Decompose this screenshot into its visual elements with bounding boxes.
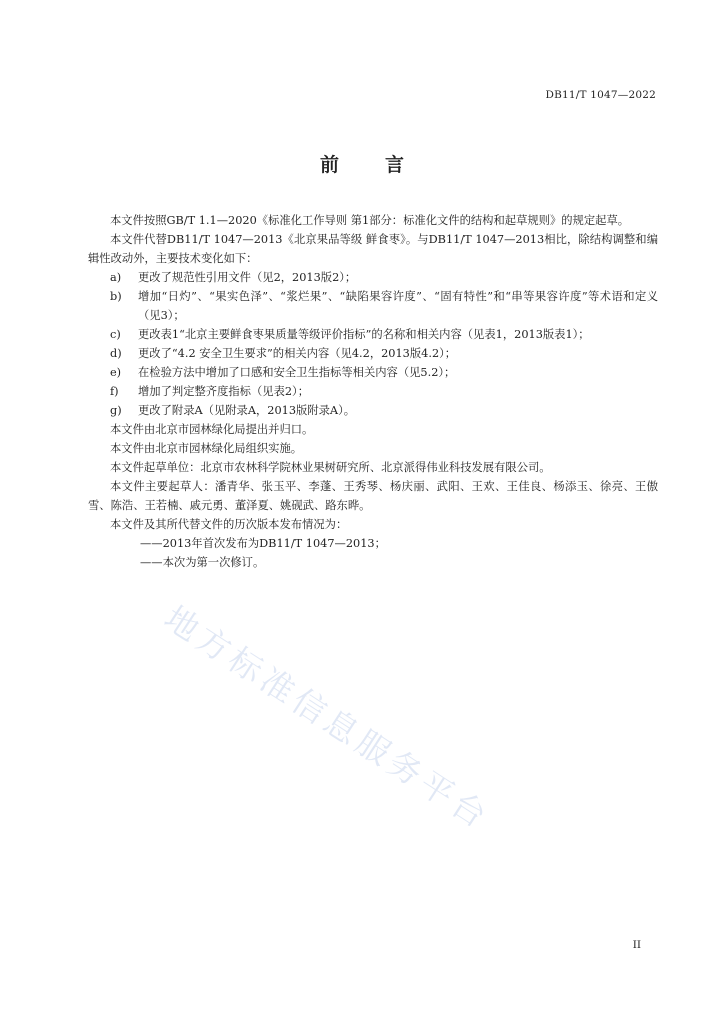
- list-item-text: 更改了规范性引用文件（见2，2013版2）；: [138, 271, 357, 284]
- list-item-text: 增加了判定整齐度指标（见表2）；: [138, 385, 309, 398]
- list-item: [88, 287, 658, 325]
- list-item: [88, 268, 658, 287]
- list-marker: b): [110, 290, 122, 303]
- document-code: DB11/T 1047—2022: [545, 89, 656, 101]
- list-item: [88, 325, 658, 344]
- list-item-text: 更改了“4.2 安全卫生要求”的相关内容（见4.2，2013版4.2）；: [138, 347, 457, 360]
- statement-drafters: 本文件主要起草人：潘青华、张玉平、李蓬、王秀琴、杨庆丽、武阳、王欢、王佳良、杨添玉、徐亮、王傲雪、陈浩、王若楠、戚元勇、董泽夏、姚砚武、路东晔。: [88, 480, 658, 512]
- list-marker: a): [110, 271, 122, 284]
- page-title: 前言: [319, 154, 450, 176]
- history-item: ——2013年首次发布为DB11/T 1047—2013；: [140, 537, 386, 550]
- page-number: II: [632, 939, 641, 951]
- statement-proposer: 本文件由北京市园林绿化局提出并归口。: [110, 423, 314, 436]
- history-item: ——本次为第一次修订。: [140, 556, 265, 569]
- list-item-text: 在检验方法中增加了口感和安全卫生指标等相关内容（见5.2）；: [138, 366, 456, 379]
- paragraph-drafting-rules: 本文件按照GB/T 1.1—2020《标准化工作导则 第1部分：标准化文件的结构和起草规则》的规定起草。: [110, 214, 630, 227]
- list-item-text: 增加“日灼”、“果实色泽”、“浆烂果”、“缺陷果容许度”、“固有特性”和“串等果容许度”等术语和定义（见3）；: [138, 290, 658, 322]
- list-item: [88, 401, 658, 420]
- list-marker: d): [110, 347, 122, 360]
- paragraph-replacement: 本文件代替DB11/T 1047—2013《北京果品等级 鲜食枣》。与DB11/T 1047—2013相比，除结构调整和编辑性改动外，主要技术变化如下：: [88, 233, 658, 265]
- list-item: [88, 382, 658, 401]
- list-item: [88, 363, 658, 382]
- list-item-text: 更改表1“北京主要鲜食枣果质量等级评价指标”的名称和相关内容（见表1，2013版表1）；: [138, 328, 590, 341]
- list-marker: g): [110, 404, 122, 417]
- list-item: [88, 344, 658, 363]
- foreword-body: [88, 211, 658, 572]
- list-item-text: 更改了附录A（见附录A，2013版附录A）。: [138, 404, 356, 417]
- list-marker: f): [110, 385, 119, 398]
- statement-drafting-units: 本文件起草单位：北京市农林科学院林业果树研究所、北京派得伟业科技发展有限公司。: [110, 461, 551, 474]
- watermark-text: 地方标准信息服务平台: [157, 598, 498, 838]
- statement-version-history: 本文件及其所代替文件的历次版本发布情况为：: [110, 518, 348, 531]
- list-marker: e): [110, 366, 122, 379]
- statement-implementer: 本文件由北京市园林绿化局组织实施。: [110, 442, 303, 455]
- list-marker: c): [110, 328, 121, 341]
